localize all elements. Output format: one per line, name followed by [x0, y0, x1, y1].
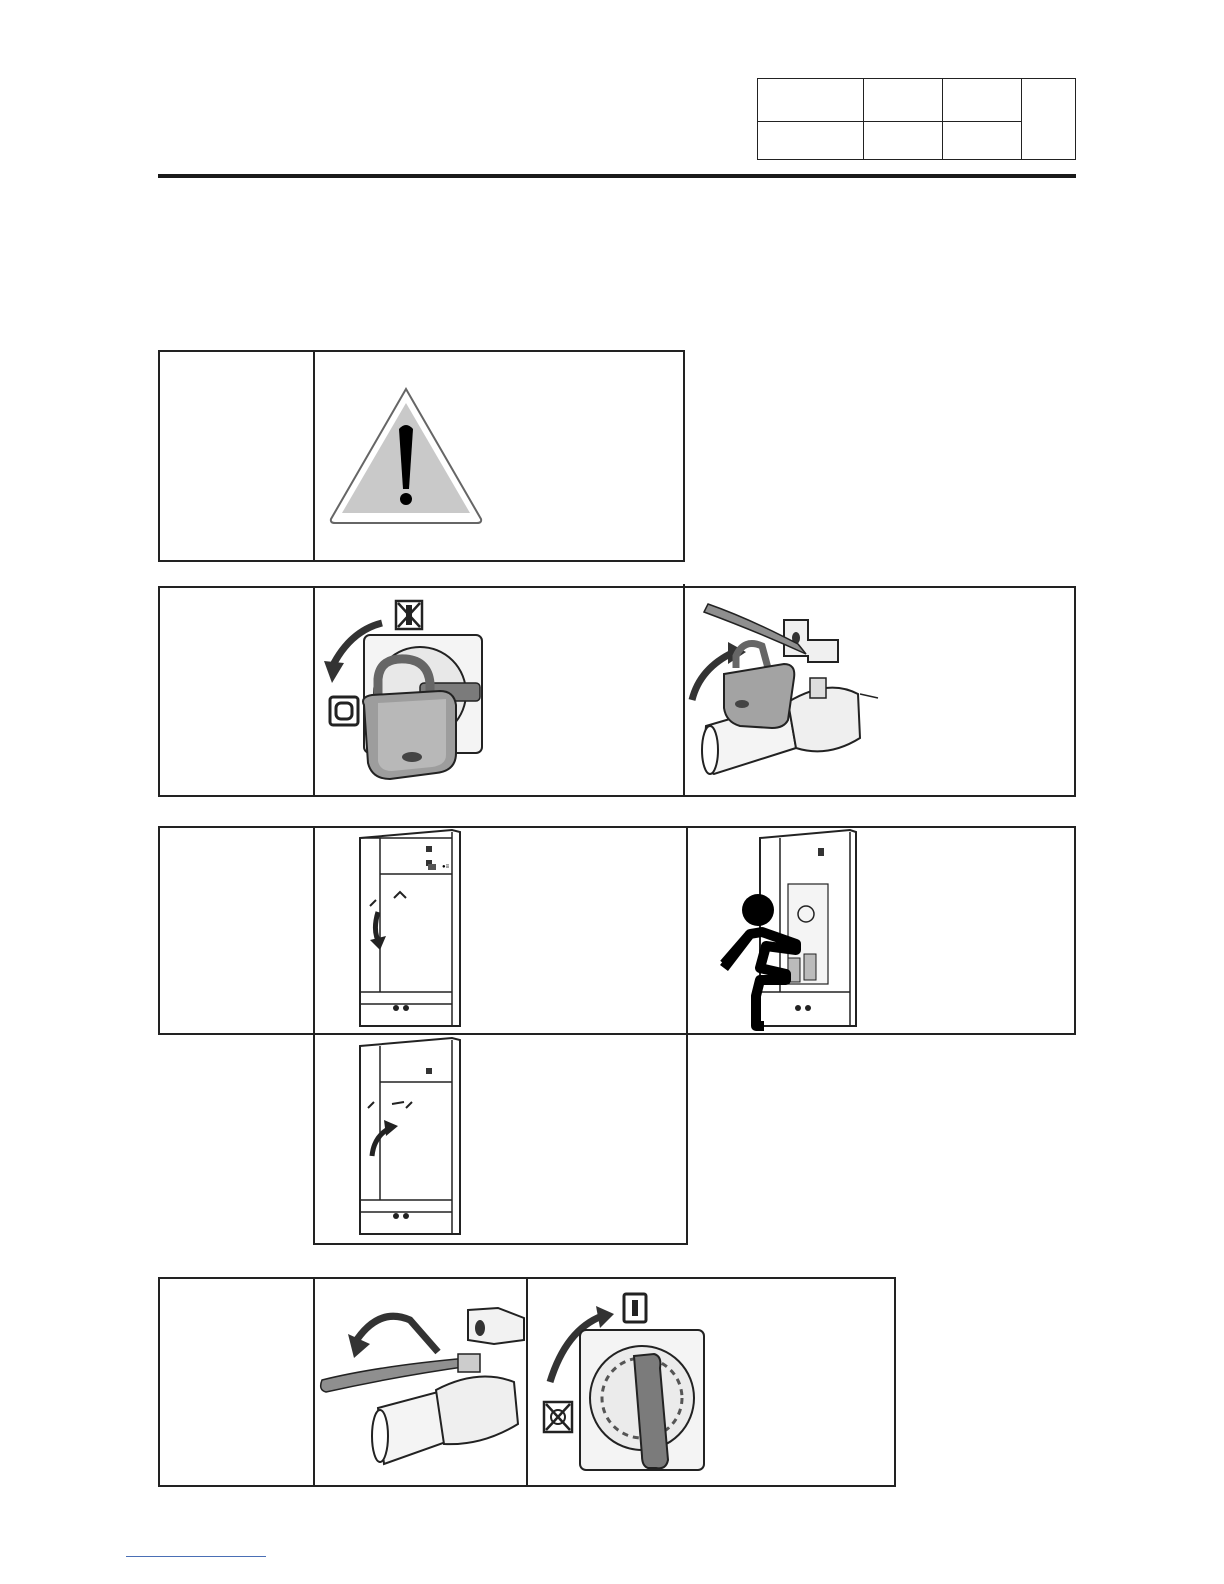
column-divider	[683, 584, 685, 797]
header-cell	[864, 79, 943, 122]
person-inside-cabinet-illustration	[716, 828, 862, 1032]
header-cell	[758, 122, 864, 159]
header-cell	[943, 79, 1022, 122]
main-switch-on-illustration	[540, 1290, 710, 1480]
ball-valve-locked-illustration	[688, 598, 888, 778]
header-cell	[864, 122, 943, 159]
column-divider	[313, 826, 315, 1035]
column-divider	[313, 1277, 315, 1487]
header-cell	[1022, 79, 1075, 159]
column-divider	[313, 586, 315, 797]
cabinet-door-close-illustration	[356, 1036, 466, 1240]
header-cell	[758, 79, 864, 122]
column-divider	[686, 826, 688, 1035]
main-switch-locked-illustration	[320, 595, 490, 790]
door-access-box	[158, 826, 1076, 1035]
header-rule	[158, 174, 1076, 178]
ball-valve-open-illustration	[318, 1300, 528, 1480]
header-cell	[943, 122, 1022, 159]
cabinet-door-open-illustration	[356, 828, 466, 1032]
column-divider	[313, 350, 315, 562]
lockout-box	[158, 586, 1076, 797]
svg-text:●≡: ●≡	[442, 864, 450, 870]
warning-triangle-icon	[328, 385, 484, 525]
footer-link-underline	[126, 1556, 266, 1557]
header-reference-table	[757, 78, 1076, 160]
